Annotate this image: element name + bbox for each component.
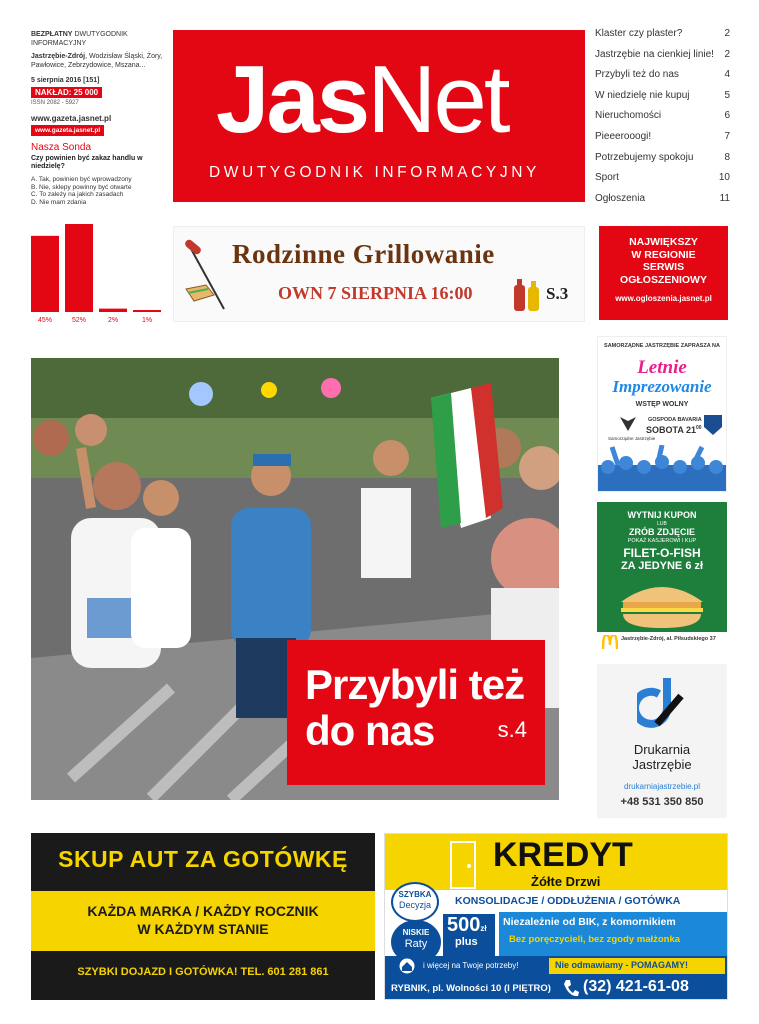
toc-title: Przybyli też do nas [595,69,679,81]
toc-page: 7 [724,130,730,142]
ad-text: LUB [657,521,667,527]
ad-text: ZRÓB ZDJĘCIE [628,527,695,537]
ad-text: SZYBKI DOJAZD I GOTÓWKA! TEL. 601 281 861 [77,966,329,978]
toc-item[interactable] [595,89,730,110]
ad-text: Jastrzębie [632,757,692,772]
cover-headline: Przybyli też do nas [305,661,525,754]
toc-page: 5 [724,89,730,101]
grill-page-ref: S.3 [546,284,569,303]
toc-page: 4 [724,69,730,81]
poll-answer: D. Nie mam zdania [31,198,87,206]
grill-date: OWN 7 SIERPNIA 16:00 [278,283,473,303]
ad-phone: (32) 421-61-08 [583,978,689,995]
toc-title: Jastrzębie na cienkiej linie! [595,48,714,60]
toc-page: 10 [718,172,730,184]
ad-loan[interactable] [384,833,728,1000]
toc-item[interactable] [595,151,730,172]
toc-page: 2 [724,28,730,39]
free-label: BEZPŁATNY DWUTYGODNIK INFORMACYJNY [31,31,128,47]
ad-text: W KAŻDYM STANIE [137,921,269,937]
poll-title: Nasza Sonda [31,142,92,153]
website-link[interactable]: www.gazeta.jasnet.pl [31,114,112,123]
ad-text: SOBOTA 21 [646,425,697,435]
ad-badge: SZYBKA [398,890,432,899]
classifieds-promo[interactable] [599,226,728,320]
cover-photo [31,358,559,800]
phone-icon [563,978,579,998]
ad-text: 00 [696,425,702,431]
logo: JasNet [216,46,508,153]
toc-title: Sport [595,172,619,184]
ad-text: 500 [447,914,481,936]
issue-date: 5 sierpnia 2016 [151] [31,77,100,84]
ad-text: GOSPODA BAVARIA [648,417,702,423]
bavaria-crest-icon [702,413,724,437]
poll-value-label: 52% [71,317,87,324]
ad-text: KONSOLIDACJE / ODDŁUŻENIA / GOTÓWKA [455,895,681,907]
ad-text: plus [455,936,478,948]
toc-item[interactable] [595,109,730,130]
ad-text: Drukarnia [633,742,691,757]
poll-answer: C. To zależy na jakich zasadach [31,191,124,199]
masthead [173,30,585,202]
ad-text: Bez poręczycieli, bez zgody małżonka [509,934,681,945]
tagline: DWUTYGODNIK INFORMACYJNY [209,164,540,181]
ad-text: RYBNIK, pl. Wolności 10 (I PIĘTRO) [391,983,551,994]
door-icon [449,840,477,890]
toc-item[interactable] [595,171,730,192]
poll-chart [31,218,162,324]
toc-title: Pieeerooogi! [595,130,652,142]
ad-title: Letnie [637,357,687,378]
ad-headline: SKUP AUT ZA GOTÓWKĘ [58,846,348,872]
toc-item[interactable] [595,68,730,89]
toc-page: 6 [724,110,730,122]
promo-url[interactable]: www.ogloszenia.jasnet.pl [615,294,712,303]
promo-line: SERWIS [642,261,685,273]
toc-title: Nieruchomości [595,110,662,122]
grill-title: Rodzinne Grillowanie [232,239,495,269]
issue-info [31,30,181,136]
poll-value-label: 45% [37,317,53,324]
promo-line: W REGIONIE [631,248,696,261]
toc-item[interactable] [595,192,730,213]
poll-bar-c [99,309,127,312]
toc-item[interactable] [595,130,730,151]
ad-text: SAMORZĄDNE JASTRZĘBIE ZAPRASZA NA [604,343,720,349]
ad-text: Nie odmawiamy - POMAGAMY! [555,960,689,970]
ad-text: WSTĘP WOLNY [635,401,689,408]
website-badge[interactable]: www.gazeta.jasnet.pl [31,125,104,136]
ad-text: Samorządne Jastrzębie [608,436,656,441]
ad-badge: NISKIE [402,928,430,937]
cover-page-ref: s.4 [497,717,527,742]
toc-page: 2 [724,48,730,60]
ad-text: Jastrzębie-Zdrój, al. Piłsudskiego 37 [621,636,716,642]
ad-badge: Raty [404,938,428,950]
table-of-contents [595,27,730,212]
ad-car-buying[interactable] [31,833,375,1000]
ad-link[interactable]: drukarniajastrzebie.pl [623,782,701,791]
towns: Jastrzębie-Zdrój, Wodzisław Śląski, Żory, Pawłowice, Zebrzydowice, Mszana... [31,53,163,69]
home-icon [399,958,415,974]
ad-print-shop[interactable] [597,664,727,818]
burger-icon [617,578,707,630]
toc-page: 8 [724,151,730,163]
poll-bar-d [133,310,161,312]
grill-fork-icon [180,237,232,317]
toc-page: 11 [719,192,730,204]
toc-title: Potrzebujemy spokoju [595,151,694,163]
toc-title: Klaster czy plaster? [595,28,683,39]
ad-text: WYTNIJ KUPON [627,510,697,520]
ad-phone: +48 531 350 850 [620,796,704,808]
ad-text: Żółte Drzwi [531,874,601,889]
ad-summer-party[interactable] [597,336,727,492]
mcdonalds-logo-icon [602,635,618,649]
toc-title: Ogłoszenia [595,192,646,204]
poll-question: Czy powinien być zakaz handlu w niedzielę? [31,155,143,170]
ad-text: KAŻDA MARKA / KAŻDY ROCZNIK [87,903,319,919]
ad-filet-o-fish[interactable] [597,502,727,655]
poll-answers [31,176,181,206]
ad-headline: KREDYT [493,836,633,874]
toc-title: W niedzielę nie kupuj [595,89,690,101]
ad-text: FILET-O-FISH [623,546,701,560]
toc-item[interactable] [595,27,730,48]
ad-title: Imprezowanie [612,377,712,396]
ad-text: ZA JEDYNE 6 zł [620,560,704,572]
issn: ISSN 2082 - 5927 [31,100,79,106]
poll-answer: B. Nie, sklepy powinny być otwarte [31,183,132,191]
circulation-badge: NAKŁAD: 25 000 [31,87,102,98]
poll-answer: A. Tak, powinien być wprowadzony [31,176,132,183]
toc-item[interactable] [595,48,730,69]
ad-text: zł [480,924,487,933]
ad-text: POKAŻ KASJEROWI I KUP [627,538,697,544]
ad-text: Niezależnie od BIK, z komornikiem [503,916,676,928]
poll-value-label: 1% [141,317,153,324]
grill-banner[interactable] [173,226,585,322]
promo-line: NAJWIĘKSZY [629,236,698,248]
ad-text: i więcej na Twoje potrzeby! [423,961,519,970]
poll-bar-b [65,224,93,312]
eagle-logo-icon [618,413,638,435]
sauce-bottles-icon [512,277,542,313]
crowd-illustration [598,445,727,492]
ad-badge: Decyzja [398,900,431,910]
promo-line: OGŁOSZENIOWY [620,273,707,286]
poll-value-label: 2% [107,317,119,324]
print-shop-logo-icon [637,676,687,730]
cover-headline-box[interactable] [287,640,545,785]
poll-bar-a [31,236,59,312]
